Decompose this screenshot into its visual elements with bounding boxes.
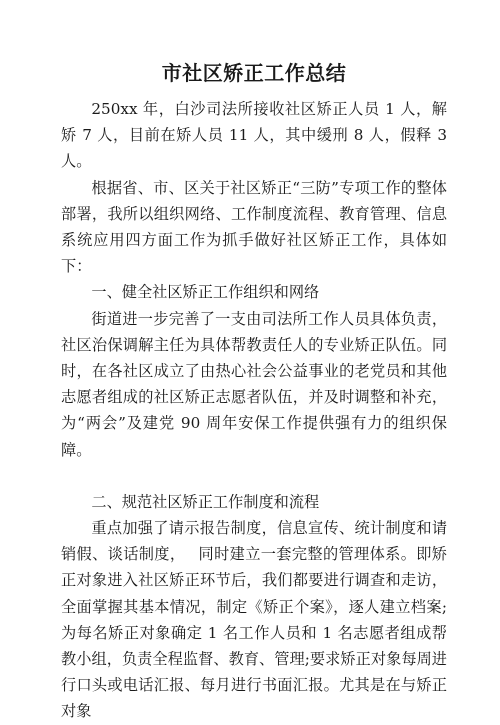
section-spacer [61,463,447,489]
paragraph-procedures: 重点加强了请示报告制度，信息宣传、统计制度和请销假、谈话制度， 同时建立一套完整的管理体系。即矫正对象进入社区矫正环节后，我们都要进行调查和走访，全面掌握其基本情况，制定《矫正个案》，逐人建立档案;为每名矫正对象确定 1 名工作人员和 1 名志愿者组成帮教小组，负责全程监督、教育、管理;要求矫正对象每周进行口头或电话汇报、每月进行书面汇报。尤其是在与矫正对象 [61,519,447,721]
document-page [61,58,447,725]
paragraph-deployment: 根据省、市、区关于社区矫正“三防”专项工作的整体部署，我所以组织网络、工作制度流程、教育管理、信息系统应用四方面工作为抓手做好社区矫正工作，具体如下： [61,178,447,276]
section-heading-2: 二、规范社区矫正工作制度和流程 [91,492,320,511]
document-title: 市社区矫正工作总结 [161,61,347,85]
paragraph-organization: 街道进一步完善了一支由司法所工作人员具体负责，社区治保调解主任为具体帮教责任人的专业矫正队伍。同时，在各社区成立了由热心社会公益事业的老党员和其他志愿者组成的社区矫正志愿者队伍，并及时调整和补充，为“两会”及建党 90 周年安保工作提供强有力的组织保障。 [61,309,447,459]
paragraph-summary: 250xx 年，白沙司法所接收社区矫正人员 1 人，解矫 7 人，目前在矫人员 11 人，其中缓刑 8 人，假释 3 人。 [61,100,447,171]
section-heading-1: 一、健全社区矫正工作组织和网络 [91,283,320,302]
